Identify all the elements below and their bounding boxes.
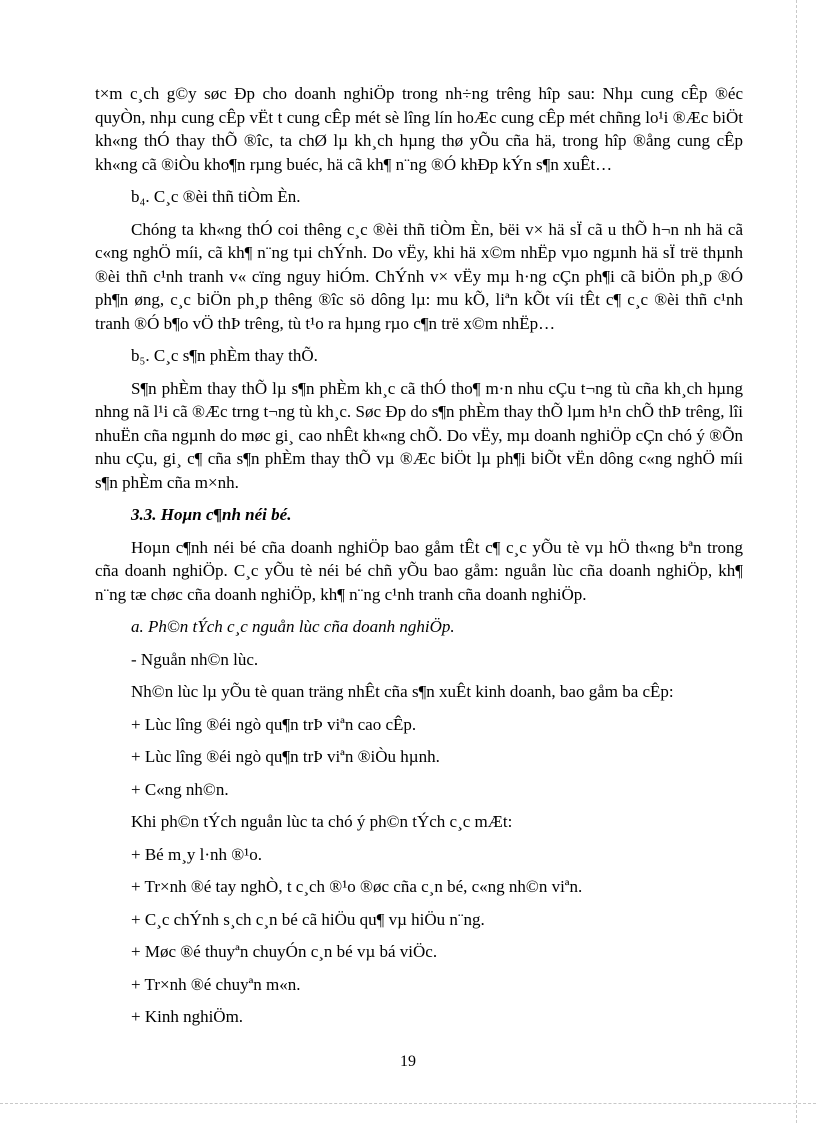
paragraph: Khi ph©n tÝch nguån lùc ta chó ý ph©n tÝch c¸c mÆt: <box>131 812 513 831</box>
paragraph: Hoµn c¶nh néi bé cña doanh nghiÖp bao gåm tÊt c¶ c¸c yÕu tè vµ hÖ th«ng bªn trong cña doanh nghiÖp. C¸c yÕu tè néi bé chñ yÕu bao gåm: nguån lùc cña doanh nghiÖp, kh¶ n¨ng tæ chøc cña doanh nghiÖp, kh¶ n¨ng c¹nh tranh cña doanh nghiÖp. <box>95 537 743 604</box>
paragraph: S¶n phÈm thay thÕ lµ s¶n phÈm kh¸c cã thÓ tho¶ m·n nhu cÇu t¬ng tù cña kh¸ch hµng nhng nã l¹i cã ®Æc trng t¬ng tù kh¸c. Søc Ðp do s¶n phÈm thay thÕ lµm h¹n chÕ thÞ trêng, lîi nhuËn cña ngµnh do møc gi¸ cao nhÊt kh«ng chÕ. Do vËy, mµ doanh nghiÖp cÇn chó ý ®Õn nhu cÇu, gi¸ c¶ cña s¶n phÈm thay thÕ vµ ®Æc biÖt lµ ph¶i biÕt vËn dông c«ng nghÖ míi s¶n phÈm cña m×nh. <box>95 378 743 492</box>
page-body <box>95 82 743 1038</box>
paragraph: Chóng ta kh«ng thÓ coi thêng c¸c ®èi thñ tiÒm Èn, bëi v× hä sÏ cã u thÕ h¬n nh hä cã c«ng nghÖ míi, cã kh¶ n¨ng tµi chÝnh. Do vËy, khi hä x©m nhËp vµo ngµnh hä sÏ trë thµnh ®èi thñ c¹nh tranh v« cïng nguy hiÓm. ChÝnh v× vËy mµ h·ng cÇn ph¶i cã biÖn ph¸p ®Ó ph¶n øng, c¸c biÖn ph¸p thêng ®îc sö dông lµ: mu kÕ, liªn kÕt víi tÊt c¶ c¸c ®èi thñ c¹nh tranh ®Ó b¶o vÖ thÞ trêng, tù t¹o ra hµng rµo c¶n trë x©m nhËp… <box>95 219 743 333</box>
list-item: - Nguån nh©n lùc. <box>131 649 259 669</box>
list-item: + Tr×nh ®é tay nghÒ, t c¸ch ®¹o ®øc cña c¸n bé, c«ng nh©n viªn. <box>131 877 583 896</box>
list-item: + Kinh nghiÖm. <box>131 1007 244 1026</box>
section-heading-b4: b₄. C¸c ®èi thñ tiÒm Èn. <box>131 187 301 206</box>
paragraph: t×m c¸ch g©y søc Ðp cho doanh nghiÖp trong nh÷ng trêng hîp sau: Nhµ cung cÊp ®éc quyÒn, nhµ cung cÊp vËt t cung cÊp mét sè lîng lín hoÆc cung cÊp mét chñng lo¹i ®Æc biÖt kh«ng thÓ thay thÕ ®îc, ta chØ lµ kh¸ch hµng thø yÕu cña hä, trong hîp ®ång cung cÊp kh«ng cã ®iÒu kho¶n rµng buéc, hä cã kh¶ n¨ng ®Ó khÐp kÝn s¶n xuÊt… <box>95 84 743 174</box>
section-heading-3-3: 3.3. Hoµn c¶nh néi bé. <box>131 505 292 524</box>
paragraph: Nh©n lùc lµ yÕu tè quan träng nhÊt cña s¶n xuÊt kinh doanh, bao gåm ba cÊp: <box>131 682 674 701</box>
subsection-heading-a: a. Ph©n tÝch c¸c nguån lùc cña doanh nghiÖp. <box>131 617 455 636</box>
list-item: + Tr×nh ®é chuyªn m«n. <box>131 974 301 994</box>
list-item: + Lùc lîng ®éi ngò qu¶n trÞ viªn ®iÒu hµnh. <box>131 747 440 766</box>
page-number: 19 <box>400 1053 416 1070</box>
list-item: + C«ng nh©n. <box>131 779 229 799</box>
section-heading-b5: b₅. C¸c s¶n phÈm thay thÕ. <box>131 346 318 365</box>
list-item: + Bé m¸y l·nh ®¹o. <box>131 844 263 864</box>
list-item: + C¸c chÝnh s¸ch c¸n bé cã hiÖu qu¶ vµ hiÖu n¨ng. <box>131 909 485 929</box>
list-item: + Lùc lîng ®éi ngò qu¶n trÞ viªn cao cÊp. <box>131 714 417 734</box>
page-border-bottom <box>0 1103 816 1104</box>
list-item: + Møc ®é thuyªn chuyÓn c¸n bé vµ bá viÖc. <box>131 942 438 961</box>
page-border-right <box>796 0 797 1123</box>
